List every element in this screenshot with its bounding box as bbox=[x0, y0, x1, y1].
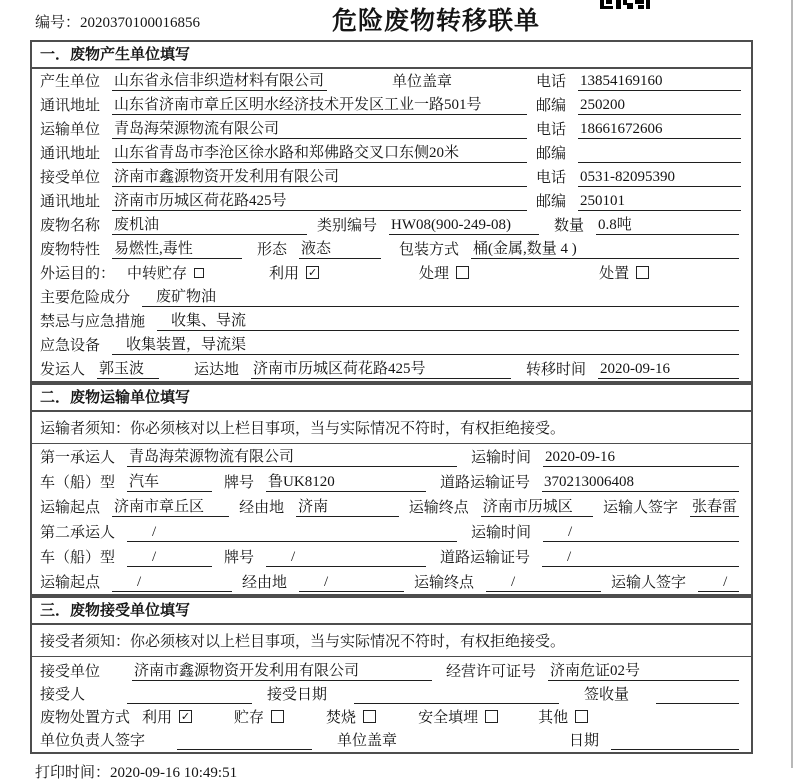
row-route-1 bbox=[32, 494, 751, 519]
date-value bbox=[611, 732, 739, 750]
emergency-label: 禁忌与应急措施 bbox=[40, 314, 146, 330]
responsible-sign-value bbox=[177, 732, 312, 750]
permit-value: 370213006408 bbox=[542, 474, 739, 492]
carrier-sign-value: / bbox=[698, 574, 739, 592]
transport-time-value: 2020-09-16 bbox=[543, 449, 739, 467]
transport-time-label: 运输时间 bbox=[471, 525, 532, 541]
row-receiver bbox=[32, 165, 751, 189]
plate-value: 鲁UK8120 bbox=[266, 470, 426, 492]
plate-value: / bbox=[266, 549, 426, 567]
equipment-value: 收集装置，导流渠 bbox=[112, 333, 739, 355]
address-value: 山东省济南市章丘区明水经济技术开发区工业一路501号 bbox=[112, 93, 527, 115]
waste-name-label: 废物名称 bbox=[40, 218, 101, 234]
emergency-value: 收集、导流 bbox=[157, 309, 739, 331]
license-label: 经营许可证号 bbox=[446, 664, 537, 680]
page-right-edge bbox=[791, 0, 793, 768]
destination-value: 济南市历城区荷花路425号 bbox=[251, 357, 511, 379]
section-transporter bbox=[30, 383, 753, 596]
plate-label: 牌号 bbox=[224, 475, 255, 491]
disposal-option-incinerate bbox=[326, 706, 376, 727]
notice-text: 运输者须知：你必须核对以上栏目事项，当与实际情况不符时，有权拒绝接受。 bbox=[40, 421, 566, 437]
row-emergency-measures bbox=[32, 309, 751, 333]
row-shipper bbox=[32, 357, 751, 381]
row-waste-character bbox=[32, 237, 751, 261]
checkbox-unchecked-icon bbox=[636, 266, 649, 279]
row-responsible-sign bbox=[32, 729, 751, 752]
zip-label: 邮编 bbox=[535, 98, 566, 114]
purpose-label: 外运目的： bbox=[40, 266, 116, 282]
row-vehicle-1 bbox=[32, 469, 751, 494]
carrier-sign-label: 运输人签字 bbox=[602, 500, 678, 516]
packing-label: 包装方式 bbox=[399, 242, 460, 258]
receive-date-value bbox=[354, 686, 559, 704]
section-receiver-title: 三．废物接受单位填写 bbox=[32, 598, 751, 625]
disposal-label: 废物处置方式 bbox=[40, 710, 131, 726]
row-emergency-equipment bbox=[32, 333, 751, 357]
vehicle-type-label: 车（船）型 bbox=[40, 475, 116, 491]
receiver-value: 济南市鑫源物资开发利用有限公司 bbox=[112, 165, 527, 187]
print-time-line bbox=[35, 761, 796, 782]
option-label: 利用 bbox=[269, 266, 300, 282]
row-disposal-method bbox=[32, 706, 751, 729]
end-label: 运输终点 bbox=[414, 575, 475, 591]
doc-number-line bbox=[35, 11, 200, 32]
zip-label: 邮编 bbox=[535, 146, 566, 162]
purpose-option-transfer-storage bbox=[127, 262, 204, 283]
row-purpose bbox=[32, 261, 751, 285]
print-time-value: 2020-09-16 10:49:51 bbox=[110, 765, 238, 781]
row-recipient bbox=[32, 683, 751, 706]
character-value: 易燃性,毒性 bbox=[112, 237, 242, 259]
address-value: 山东省青岛市李沧区徐水路和郑佛路交叉口东侧20米 bbox=[112, 141, 527, 163]
via-label: 经由地 bbox=[239, 500, 285, 516]
category-label: 类别编号 bbox=[317, 218, 378, 234]
option-label: 安全填埋 bbox=[418, 710, 479, 726]
via-value: / bbox=[299, 574, 404, 592]
phone-value: 13854169160 bbox=[578, 73, 741, 91]
row-waste-name bbox=[32, 213, 751, 237]
purpose-option-dispose bbox=[599, 262, 649, 283]
row-second-carrier bbox=[32, 519, 751, 544]
disposal-option-storage bbox=[234, 706, 284, 727]
phone-value: 0531-82095390 bbox=[578, 169, 741, 187]
permit-label: 道路运输证号 bbox=[440, 550, 531, 566]
checkbox-unchecked-icon bbox=[363, 710, 376, 723]
address-label: 通讯地址 bbox=[40, 194, 101, 210]
section-producer bbox=[30, 40, 753, 383]
section-transporter-title: 二．废物运输单位填写 bbox=[32, 385, 751, 412]
option-label: 利用 bbox=[142, 710, 173, 726]
origin-value: / bbox=[112, 574, 232, 592]
permit-label: 道路运输证号 bbox=[440, 475, 531, 491]
license-value: 济南危证02号 bbox=[548, 659, 739, 681]
transport-time-value: / bbox=[543, 524, 739, 542]
row-hazard-component bbox=[32, 285, 751, 309]
row-receiver-address bbox=[32, 189, 751, 213]
origin-label: 运输起点 bbox=[40, 500, 101, 516]
character-label: 废物特性 bbox=[40, 242, 101, 258]
address-label: 通讯地址 bbox=[40, 98, 101, 114]
vehicle-type-value: / bbox=[127, 549, 212, 567]
page-title: 危险废物转移联单 bbox=[332, 7, 541, 35]
category-value: HW08(900-249-08) bbox=[389, 217, 539, 235]
packing-value: 桶(金属,数量 4 ) bbox=[471, 237, 739, 259]
zip-value bbox=[578, 145, 741, 163]
address-value: 济南市历城区荷花路425号 bbox=[112, 189, 527, 211]
doc-number-label: 编号： bbox=[35, 15, 81, 31]
end-value: 济南市历城区 bbox=[481, 495, 593, 517]
option-label: 处理 bbox=[419, 266, 450, 282]
phone-value: 18661672606 bbox=[578, 121, 741, 139]
checkbox-unchecked-icon bbox=[575, 710, 588, 723]
carrier-value: / bbox=[127, 524, 457, 542]
transfer-date-value: 2020-09-16 bbox=[598, 361, 739, 379]
recipient-value bbox=[127, 686, 252, 704]
checkbox-unchecked-icon bbox=[485, 710, 498, 723]
transfer-date-label: 转移时间 bbox=[526, 362, 587, 378]
qr-code-icon bbox=[600, 0, 652, 10]
address-label: 通讯地址 bbox=[40, 146, 101, 162]
purpose-option-treat bbox=[419, 262, 469, 283]
end-label: 运输终点 bbox=[408, 500, 469, 516]
option-label: 焚烧 bbox=[326, 710, 357, 726]
shipper-value: 郭玉波 bbox=[97, 357, 159, 379]
disposal-option-landfill bbox=[418, 706, 498, 727]
origin-label: 运输起点 bbox=[40, 575, 101, 591]
quantity-label: 数量 bbox=[554, 218, 585, 234]
transporter-notice bbox=[32, 412, 751, 444]
equipment-label: 应急设备 bbox=[40, 338, 101, 354]
checkbox-checked-icon: ✓ bbox=[307, 266, 318, 279]
print-time-label: 打印时间： bbox=[35, 765, 111, 781]
row-receive-unit bbox=[32, 657, 751, 683]
end-value: / bbox=[486, 574, 601, 592]
hazard-label: 主要危险成分 bbox=[40, 290, 131, 306]
transporter-value: 青岛海荣源物流有限公司 bbox=[112, 117, 527, 139]
producer-label: 产生单位 bbox=[40, 74, 101, 90]
option-label: 贮存 bbox=[234, 710, 265, 726]
row-vehicle-2 bbox=[32, 544, 751, 569]
permit-value: / bbox=[542, 549, 739, 567]
carrier-sign-label: 运输人签字 bbox=[611, 575, 687, 591]
carrier-label: 第一承运人 bbox=[40, 450, 116, 466]
row-first-carrier bbox=[32, 444, 751, 469]
manifest-form bbox=[30, 40, 753, 754]
section-receiver bbox=[30, 596, 753, 754]
notice-text: 接受者须知：你必须核对以上栏目事项，当与实际情况不符时，有权拒绝接受。 bbox=[40, 634, 566, 650]
producer-value: 山东省永信非织造材料有限公司 bbox=[112, 69, 327, 91]
plate-label: 牌号 bbox=[224, 550, 255, 566]
transport-time-label: 运输时间 bbox=[471, 450, 532, 466]
destination-label: 运达地 bbox=[194, 362, 240, 378]
via-value: 济南 bbox=[296, 495, 399, 517]
via-label: 经由地 bbox=[242, 575, 288, 591]
option-label: 处置 bbox=[599, 266, 630, 282]
row-transporter-address bbox=[32, 141, 751, 165]
receive-unit-value: 济南市鑫源物资开发利用有限公司 bbox=[132, 659, 432, 681]
checkbox-unchecked-icon bbox=[456, 266, 469, 279]
zip-label: 邮编 bbox=[535, 194, 566, 210]
unit-seal-label: 单位盖章 bbox=[392, 74, 453, 90]
receiver-notice bbox=[32, 625, 751, 657]
recipient-label: 接受人 bbox=[40, 687, 86, 703]
document-header bbox=[0, 0, 796, 40]
section-producer-title: 一．废物产生单位填写 bbox=[32, 42, 751, 69]
checkbox-checked-icon: ✓ bbox=[180, 710, 191, 723]
disposal-option-other bbox=[538, 706, 588, 727]
form-value: 液态 bbox=[299, 237, 381, 259]
disposal-option-recycle bbox=[142, 706, 192, 727]
shipper-label: 发运人 bbox=[40, 362, 86, 378]
phone-label: 电话 bbox=[535, 122, 566, 138]
vehicle-type-value: 汽车 bbox=[127, 470, 212, 492]
phone-label: 电话 bbox=[535, 170, 566, 186]
checkbox-unchecked-icon bbox=[194, 268, 204, 278]
amount-value bbox=[656, 686, 739, 704]
receiver-label: 接受单位 bbox=[40, 170, 101, 186]
transporter-label: 运输单位 bbox=[40, 122, 101, 138]
unit-seal-label: 单位盖章 bbox=[337, 733, 398, 749]
hazard-value: 废矿物油 bbox=[142, 285, 739, 307]
doc-number-value: 2020370100016856 bbox=[80, 15, 201, 31]
zip-value: 250200 bbox=[578, 97, 741, 115]
zip-value: 250101 bbox=[578, 193, 741, 211]
form-label: 形态 bbox=[257, 242, 288, 258]
row-route-2 bbox=[32, 569, 751, 594]
receive-unit-label: 接受单位 bbox=[40, 664, 101, 680]
carrier-label: 第二承运人 bbox=[40, 525, 116, 541]
option-label: 中转贮存 bbox=[127, 266, 188, 282]
origin-value: 济南市章丘区 bbox=[112, 495, 229, 517]
phone-label: 电话 bbox=[535, 74, 566, 90]
date-label: 日期 bbox=[569, 733, 600, 749]
carrier-sign-value: 张春雷 bbox=[690, 495, 739, 517]
quantity-value: 0.8吨 bbox=[596, 213, 739, 235]
receive-date-label: 接受日期 bbox=[267, 687, 328, 703]
row-producer-address bbox=[32, 93, 751, 117]
amount-label: 签收量 bbox=[584, 687, 630, 703]
option-label: 其他 bbox=[538, 710, 569, 726]
row-transporter bbox=[32, 117, 751, 141]
waste-name-value: 废机油 bbox=[112, 213, 307, 235]
checkbox-unchecked-icon bbox=[271, 710, 284, 723]
responsible-sign-label: 单位负责人签字 bbox=[40, 733, 146, 749]
purpose-option-recycle bbox=[269, 262, 319, 283]
vehicle-type-label: 车（船）型 bbox=[40, 550, 116, 566]
carrier-value: 青岛海荣源物流有限公司 bbox=[127, 445, 457, 467]
row-producer bbox=[32, 69, 751, 93]
